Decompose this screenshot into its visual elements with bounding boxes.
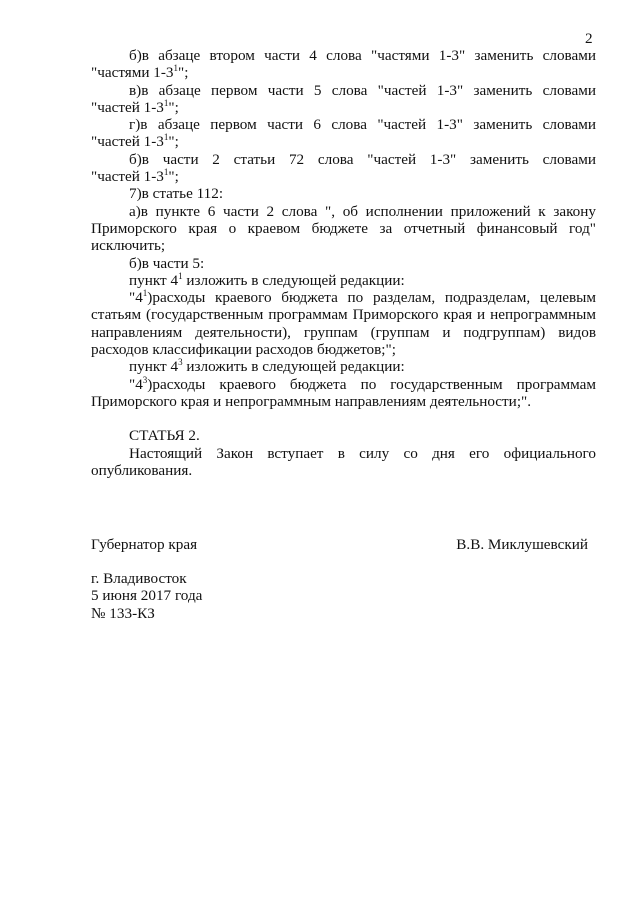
amendment-v-part5-cont: "частей $1-3^1$"; (91, 97, 179, 116)
amendment-g-part6: г)в абзаце первом части 6 слова "частей 1-3" заменить словами (129, 116, 596, 134)
article-2-heading: СТАТЬЯ 2. (129, 427, 200, 445)
law-number: № 133-КЗ (91, 604, 155, 622)
law-date: 5 июня 2017 года (91, 587, 203, 605)
amendment-a-point6: а)в пункте 6 части 2 слова ", об исполнении приложений к закону Приморского края о краевом бюджете за отчетный финансовый год" исключить; (91, 202, 596, 255)
signer-name: В.В. Миклушевский (456, 536, 588, 553)
amendment-b-part5: б)в части 5: (129, 254, 205, 272)
point-4-1-intro: пункт $4^1$ изложить в следующей редакции: (129, 270, 405, 289)
city: г. Владивосток (91, 570, 187, 587)
amendment-v-part5: в)в абзаце первом части 5 слова "частей 1-3" заменить словами (129, 81, 596, 99)
signature-block (91, 536, 596, 554)
amendment-7-article112: 7)в статье 112: (129, 185, 224, 203)
point-4-1-text: "$4^1)расходы$ краевого бюджета по разделам, подразделам, целевым статьям (государственным программам Приморского края и непрограммным направлениям деятельности), группам (группам и подгруппам) видов расходов классификации расходов бюджетов;"; (91, 288, 596, 359)
place-date-block (91, 570, 202, 622)
amendment-b-part4-cont: "частями $1-3^1$"; (91, 63, 189, 82)
article-2-text: Настоящий Закон вступает в силу со дня его официального опубликования. (91, 444, 596, 479)
point-4-3-intro: пункт $4^3$ изложить в следующей редакции: (129, 357, 405, 376)
amendment-b-part4: б)в абзаце втором части 4 слова "частями 1-3" заменить словами (129, 47, 596, 64)
amendment-g-part6-cont: "частей $1-3^1$"; (91, 132, 179, 151)
page-number: 2 (585, 30, 593, 47)
amendment-b-article72: б)в части 2 статьи 72 слова "частей 1-3" заменить словами (129, 150, 596, 168)
amendment-b-article72-cont: "частей $1-3^1$"; (91, 167, 179, 186)
signer-title: Губернатор края (91, 536, 198, 553)
amendments-text (91, 47, 596, 479)
point-4-3-text: "$4^3)расходы$ краевого бюджета по государственным программам Приморского края и непрограммным направлениям деятельности;". (91, 374, 596, 410)
